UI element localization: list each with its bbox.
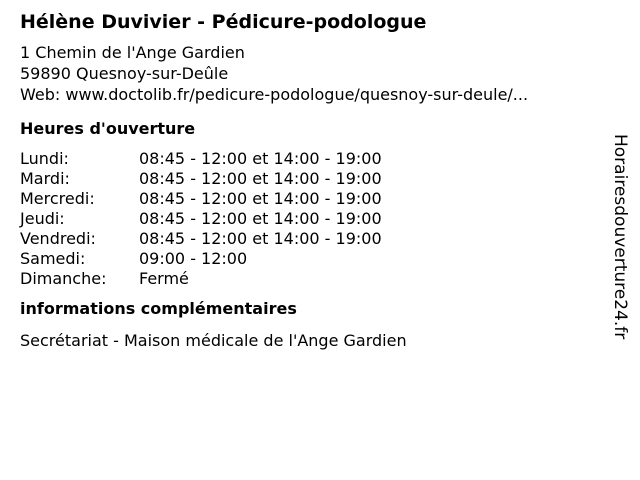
- info-heading: informations complémentaires: [20, 299, 297, 318]
- day-label: Mercredi:: [20, 189, 95, 208]
- site-watermark: Horairesdouverture24.fr: [610, 134, 630, 340]
- info-text: Secrétariat - Maison médicale de l'Ange Gardien: [20, 331, 407, 350]
- hours-row-thursday: [20, 209, 382, 229]
- day-label: Vendredi:: [20, 229, 96, 248]
- day-hours: 08:45 - 12:00 et 14:00 - 19:00: [139, 209, 382, 228]
- business-card: [20, 9, 600, 351]
- day-label: Samedi:: [20, 249, 86, 268]
- day-hours: 08:45 - 12:00 et 14:00 - 19:00: [139, 149, 382, 168]
- hours-row-monday: [20, 149, 382, 169]
- hours-table: [20, 149, 382, 289]
- business-name: Hélène Duvivier - Pédicure-podologue: [20, 11, 427, 33]
- day-hours: Fermé: [139, 269, 189, 288]
- address-line-1: 1 Chemin de l'Ange Gardien: [20, 43, 245, 62]
- hours-row-saturday: [20, 249, 382, 269]
- day-hours: 08:45 - 12:00 et 14:00 - 19:00: [139, 189, 382, 208]
- day-label: Lundi:: [20, 149, 69, 168]
- address-line-2: 59890 Quesnoy-sur-Deûle: [20, 64, 229, 83]
- day-label: Jeudi:: [20, 209, 65, 228]
- website-line: Web: www.doctolib.fr/pedicure-podologue/quesnoy-sur-deule/...: [20, 85, 529, 104]
- day-hours: 09:00 - 12:00: [139, 249, 248, 268]
- hours-row-sunday: [20, 269, 382, 289]
- day-hours: 08:45 - 12:00 et 14:00 - 19:00: [139, 229, 382, 248]
- day-label: Dimanche:: [20, 269, 107, 288]
- day-label: Mardi:: [20, 169, 70, 188]
- hours-row-wednesday: [20, 189, 382, 209]
- hours-row-friday: [20, 229, 382, 249]
- day-hours: 08:45 - 12:00 et 14:00 - 19:00: [139, 169, 382, 188]
- hours-row-tuesday: [20, 169, 382, 189]
- hours-heading: Heures d'ouverture: [20, 119, 196, 138]
